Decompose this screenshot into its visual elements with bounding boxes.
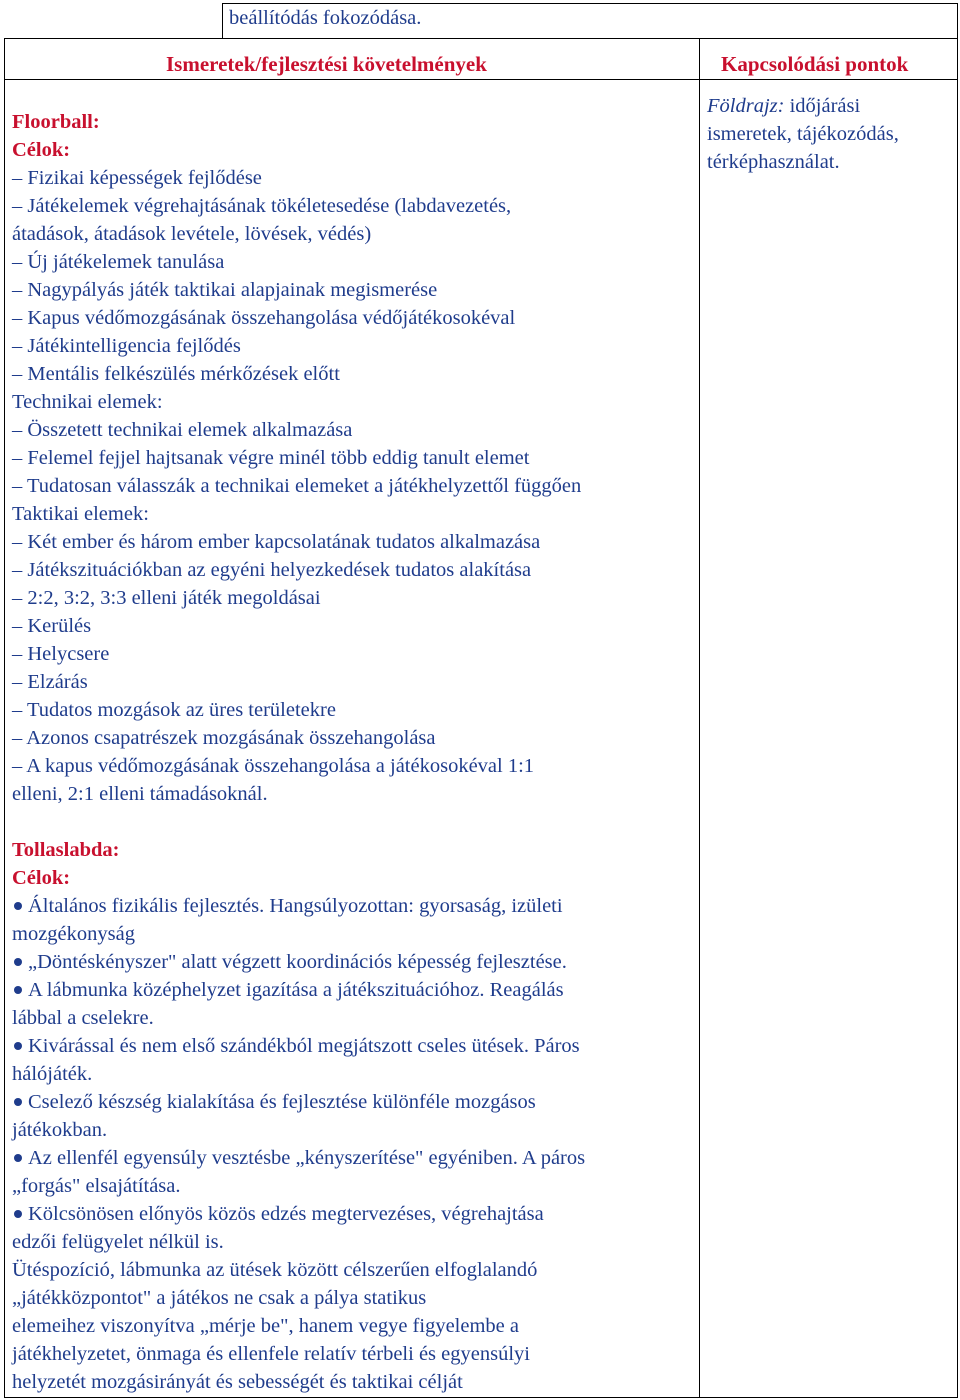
list-item [12, 1312, 585, 1340]
list-item [12, 1172, 585, 1200]
connection-subject: Földrajz: [707, 95, 785, 117]
list-item: elleni, 2:1 elleni támadásoknál. [12, 783, 268, 805]
list-item-text: Ütéspozíció, lábmunka az ütések között célszerűen elfoglalandó [12, 1259, 538, 1281]
list-item: – Azonos csapatrészek mozgásának összehangolása [12, 727, 436, 749]
list-item-text: A lábmunka középhelyzet igazítása a játékszituációhoz. Reagálás [28, 979, 564, 1001]
list-item [12, 1284, 585, 1312]
list-item: átadások, átadások levétele, lövések, védés) [12, 223, 372, 245]
requirements-cell [12, 108, 585, 1396]
list-item [12, 1368, 585, 1396]
list-item [12, 1004, 585, 1032]
table-border-header-top [4, 38, 958, 39]
list-item [12, 892, 585, 920]
list-item [12, 1228, 585, 1256]
list-item: – Elzárás [12, 671, 88, 693]
list-item-text: mozgékonyság [12, 923, 135, 945]
list-item [12, 1256, 585, 1284]
connection-text: időjárási [784, 95, 861, 117]
list-item [12, 1116, 585, 1144]
table-border-top-row-left [222, 3, 223, 39]
list-item [12, 1200, 585, 1228]
list-item-text: „forgás" elsajátítása. [12, 1175, 181, 1197]
list-item [12, 948, 585, 976]
list-item-text: játékhelyzetet, önmaga és ellenfele relatív térbeli és egyensúlyi [12, 1343, 530, 1365]
connection-text: ismeretek, tájékozódás, [707, 123, 899, 145]
technical-elements-label: Technikai elemek: [12, 391, 163, 413]
bullet-icon [14, 1210, 22, 1218]
list-item-text: helyzetét mozgásirányát és sebességét és taktikai célját [12, 1371, 463, 1393]
table-border-left [4, 38, 5, 1398]
table-border-header-bottom [4, 79, 958, 80]
list-item: – Új játékelemek tanulása [12, 251, 225, 273]
list-item: – Kapus védőmozgásának összehangolása védőjátékosokéval [12, 307, 516, 329]
list-item: – Játékelemek végrehajtásának tökéletesedése (labdavezetés, [12, 195, 512, 217]
list-item: – Összetett technikai elemek alkalmazása [12, 419, 353, 441]
table-border-right [957, 3, 958, 1398]
bullet-icon [14, 902, 22, 910]
list-item: – Fizikai képességek fejlődése [12, 167, 262, 189]
bullet-icon [14, 1154, 22, 1162]
top-row-text: beállítódás fokozódása. [229, 7, 422, 29]
list-item-text: lábbal a cselekre. [12, 1007, 154, 1029]
list-item-text: edzői felügyelet nélkül is. [12, 1231, 224, 1253]
connection-text: térképhasználat. [707, 151, 840, 173]
list-item [12, 1340, 585, 1368]
list-item [12, 1144, 585, 1172]
list-item: – Játékszituációkban az egyéni helyezkedések tudatos alakítása [12, 559, 532, 581]
list-item: – Tudatos mozgások az üres területekre [12, 699, 336, 721]
bullet-icon [14, 986, 22, 994]
list-item-text: „játékközpontot" a játékos ne csak a pálya statikus [12, 1287, 427, 1309]
tollaslabda-goals-list [12, 892, 585, 1396]
header-requirements: Ismeretek/fejlesztési követelmények [166, 52, 487, 76]
list-item-text: Általános fizikális fejlesztés. Hangsúlyozottan: gyorsaság, izületi [28, 895, 563, 917]
bullet-icon [14, 1042, 22, 1050]
list-item-text: Cselező készség kialakítása és fejlesztése különféle mozgásos [28, 1091, 536, 1113]
list-item-text: Kivárással és nem első szándékból megjátszott cseles ütések. Páros [28, 1035, 580, 1057]
list-item [12, 1032, 585, 1060]
bullet-icon [14, 958, 22, 966]
list-item-text: Az ellenfél egyensúly vesztésbe „kényszerítése" egyéniben. A páros [28, 1147, 586, 1169]
spacer [12, 808, 585, 836]
table-border-column-divider [699, 38, 700, 1398]
list-item [12, 976, 585, 1004]
list-item-text: Kölcsönösen előnyös közös edzés megtervezéses, végrehajtása [28, 1203, 544, 1225]
list-item [12, 1088, 585, 1116]
list-item-text: „Döntéskényszer" alatt végzett koordinációs képesség fejlesztése. [28, 951, 567, 973]
list-item-text: elemeihez viszonyítva „mérje be", hanem vegye figyelembe a [12, 1315, 519, 1337]
bullet-icon [14, 1098, 22, 1106]
list-item-text: játékokban. [12, 1119, 108, 1141]
floorball-goals-label: Célok: [12, 139, 71, 161]
list-item: – Nagypályás játék taktikai alapjainak megismerése [12, 279, 438, 301]
header-connections: Kapcsolódási pontok [721, 52, 909, 76]
list-item: – Kerülés [12, 615, 92, 637]
list-item: – Mentális felkészülés mérkőzések előtt [12, 363, 340, 385]
list-item [12, 1060, 585, 1088]
list-item: – Tudatosan válasszák a technikai elemeket a játékhelyzettől függően [12, 475, 582, 497]
list-item: – Helycsere [12, 643, 110, 665]
list-item: – 2:2, 3:2, 3:3 elleni játék megoldásai [12, 587, 321, 609]
list-item: – Két ember és három ember kapcsolatának tudatos alkalmazása [12, 531, 541, 553]
tactical-elements-label: Taktikai elemek: [12, 503, 149, 525]
list-item-text: hálójáték. [12, 1063, 93, 1085]
list-item: – Felemel fejjel hajtsanak végre minél több eddig tanult elemet [12, 447, 530, 469]
list-item: – Játékintelligencia fejlődés [12, 335, 241, 357]
table-border-bottom [4, 1397, 958, 1398]
connections-cell [707, 92, 899, 176]
tollaslabda-goals-label: Célok: [12, 867, 71, 889]
list-item: – A kapus védőmozgásának összehangolása a játékosokéval 1:1 [12, 755, 535, 777]
tollaslabda-title: Tollaslabda: [12, 839, 120, 861]
list-item [12, 920, 585, 948]
floorball-title: Floorball: [12, 111, 100, 133]
